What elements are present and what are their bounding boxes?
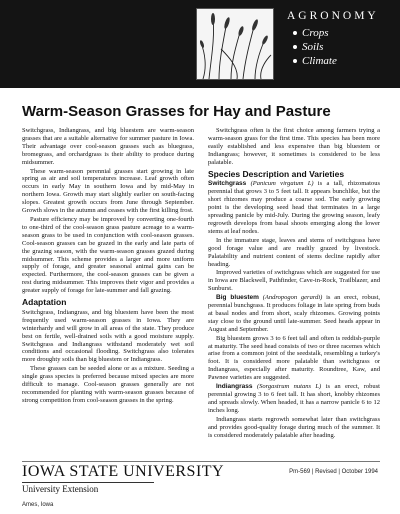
extension-name: University Extension — [22, 484, 99, 494]
footer-divider — [22, 461, 380, 462]
section-heading-adaptation: Adaptation — [22, 297, 67, 308]
paragraph: These warm-season perennial grasses start growing in late spring as air and soil temperatures increase. Leaf growth often occurs in early May in southern Iowa and by mid-May in northern Iowa. Growth may start slightly earlier on south-facing slopes. Greatest growth occurs from June through September. Growth slows in the autumn and ceases with the first killing frost. — [22, 167, 194, 215]
paragraph: Pasture efficiency may be improved by converting one-fourth to one-third of the cool-season grass pasture acreage to a warm-season grass to be used in conjunction with cool-season grasses. Cool-season grasses can be grazed in the early and late parts of the grazing season, with the warm-season grasses grazed during midsummer. This scheme provides a larger and more uniform supply of forage, and greater seasonal animal gains can be expected. Furthermore, the cool-season grasses can be given a rest during midsummer. This improves their vigor and provides a greater supply of forage for late-summer and fall grazing. — [22, 215, 194, 295]
topic-item: Soils — [293, 40, 337, 54]
topic-list — [293, 26, 337, 68]
big-bluestem-description: Big bluestem (Andropogon gerardi) is an erect, robust, perennial bunchgrass. It produces foliage in late spring from buds at basal nodes and from short, scaly rhizomes. Growing points stay close to the ground until late-summer. Seed heads appear in August and September. — [208, 294, 380, 333]
species-name: Indiangrass — [216, 383, 253, 391]
paragraph: Switchgrass, Indiangrass, and big bluestem have been the most frequently used warm-season grasses in Iowa. They are winterhardy and will grow in all areas of the state. They produce best on fertile, well-drained soils with a good moisture supply. Switchgrass and Indiangrass withstand moderately wet soil conditions and occasional flooding. Switchgrass also tolerates more droughty soils than big bluestem or Indiangrass. — [22, 308, 194, 364]
right-column — [208, 127, 380, 440]
paragraph: Big bluestem grows 3 to 6 feet tall and often is reddish-purple at maturity. The seed head consists of two or three racemes which arise from a common joint of the seedstalk, resembling a turkey's foot. It is considered more palatable than switchgrass or Indiangrass, especially after maturity. Roundtree, Kaw, and Pawnee varieties are suggested. — [208, 334, 380, 382]
publication-info: Pm-569 | Revised | October 1994 — [289, 469, 378, 475]
scientific-name: (Andropogon gerardi) — [262, 294, 323, 302]
switchgrass-description: Switchgrass (Panicum virgatum L) is a tall, rhizomatous perennial that grows 3 to 5 feet tall. It appears bunchlike, but the short rhizomes may produce a coarse sod. The early growing point is the developing seed head that terminates in a large spreading panicle by mid-July. During the growing season, leafy regrowth develops from basal shoots emerging along the lower stems at leaf nodes. — [208, 180, 381, 235]
grass-seedhead-icon — [197, 9, 273, 79]
paragraph: In the immature stage, leaves and stems of switchgrass have good forage value and are readily grazed by livestock. Palatability and nutrient content of stems decline rapidly after heading. — [208, 236, 380, 268]
logo-rule — [22, 482, 154, 483]
bullet-icon — [293, 59, 297, 63]
university-logo: IOWA STATE UNIVERSITY — [22, 463, 225, 480]
paragraph: Indiangrass starts regrowth somewhat later than switchgrass and provides good-quality forage during much of the summer. It is considered moderately palatable after heading. — [208, 415, 380, 439]
indiangrass-description: Indiangrass (Sorgastrum nutans L) is an erect, robust perennial growing 3 to 6 feet tall. It has short, knobby rhizomes and spreads slowly. When headed, it has a narrow panicle 6 to 12 inches long. — [208, 383, 380, 414]
species-name: Big bluestem — [216, 294, 259, 302]
program-name: AGRONOMY — [287, 10, 379, 22]
topic-item: Climate — [293, 54, 337, 68]
species-name: Switchgrass — [208, 180, 247, 188]
scientific-name: (Sorgastrum nutans L) — [256, 383, 322, 391]
paragraph: These grasses can be seeded alone or as a mixture. Seeding a single grass species is preferred because mixed species are more difficult to manage. Cool-season grasses generally are not recommended for planting with warm-season grasses because of strong competition from cool-season grasses in the spring. — [22, 365, 194, 404]
topic-item: Crops — [293, 26, 337, 40]
header-band — [0, 0, 400, 88]
section-heading-species: Species Description and Varieties — [208, 168, 345, 179]
bullet-icon — [293, 31, 297, 35]
left-column — [22, 127, 194, 406]
location-text: Ames, Iowa — [22, 502, 54, 508]
scientific-name: (Panicum virgatum L) — [250, 180, 314, 188]
grass-illustration — [196, 8, 274, 80]
bullet-icon — [293, 45, 297, 49]
paragraph: Improved varieties of switchgrass which are suggested for use in Iowa are Blackwell, Pathfinder, Cave-in-Rock, Trailblazer, and Sunburst. — [208, 269, 380, 293]
paragraph: Switchgrass, Indiangrass, and big bluestem are warm-season grasses that are a suitable alternative for summer pasture in Iowa. Their advantage over cool-season grasses such as bluegrass, bromegrass, and orchardgrass is their ability to produce during midsummer. — [22, 127, 194, 166]
paragraph: Switchgrass often is the first choice among farmers trying a warm-season grass for the first time. This species has been more easily established and less expensive than big bluestem or Indiangrass; however, it sometimes is considered to be less palatable. — [208, 127, 380, 166]
document-title: Warm-Season Grasses for Hay and Pasture — [22, 103, 331, 120]
